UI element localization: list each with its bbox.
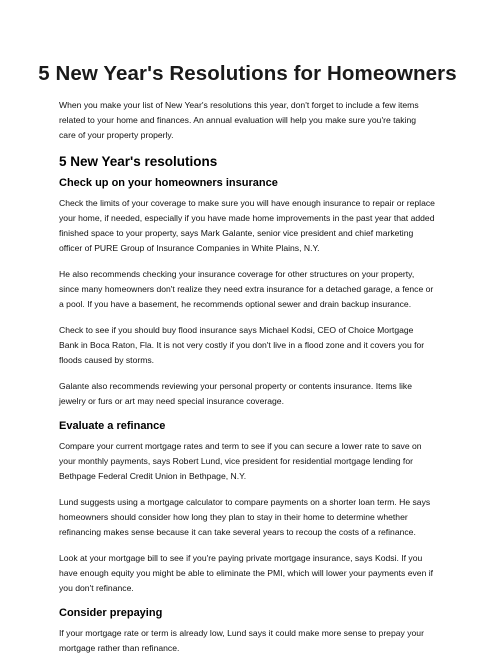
document-body [59,98,435,667]
paragraph: Check to see if you should buy flood insurance says Michael Kodsi, CEO of Choice Mortgage Bank in Boca Raton, Fla. It is not very costly if you don't live in a flood zone and it covers you for floods caused by storms. [59,325,425,365]
paragraph: Check the limits of your coverage to make sure you will have enough insurance to repair or replace your home, if needed, especially if you have made home improvements in the past year that added finished space to your property, says Mark Galante, senior vice president and chief marketing officer of PURE Group of Insurance Companies in White Plains, N.Y. [59,198,435,253]
paragraph: He also recommends checking your insurance coverage for other structures on your property, since many homeowners don't realize they need extra insurance for a detached garage, a fence or a pool. If you have a basement, he recommends optional sewer and drain backup insurance. [59,269,434,309]
paragraph: Lund suggests using a mortgage calculator to compare payments on a shorter loan term. He says homeowners should consider how long they plan to stay in their home to determine whether refinancing makes sense because it can take several years to recoup the costs of a refinance. [59,497,431,537]
intro-paragraph: When you make your list of New Year's resolutions this year, don't forget to include a few items related to your home and finances. An annual evaluation will help you make sure you're taking care of your property properly. [59,100,419,140]
paragraph: Compare your current mortgage rates and term to see if you can secure a lower rate to save on your monthly payments, says Robert Lund, vice president for residential mortgage lending for Bethpage Federal Credit Union in Bethpage, N.Y. [59,441,422,481]
document-title: 5 New Year's Resolutions for Homeowners [38,62,457,85]
subsection-heading-refinance: Evaluate a refinance [59,420,166,432]
paragraph: Galante also recommends reviewing your personal property or contents insurance. Items like jewelry or furs or art may need special insurance coverage. [59,381,412,406]
subsection-heading-insurance: Check up on your homeowners insurance [59,177,278,189]
section-heading: 5 New Year's resolutions [59,154,218,169]
paragraph: Look at your mortgage bill to see if you're paying private mortgage insurance, says Kodsi. If you have enough equity you might be able to eliminate the PMI, which will lower your payments even if you don't refinance. [59,553,434,593]
paragraph: If your mortgage rate or term is already low, Lund says it could make more sense to prepay your mortgage rather than refinance. [59,628,424,653]
subsection-heading-prepaying: Consider prepaying [59,607,163,619]
